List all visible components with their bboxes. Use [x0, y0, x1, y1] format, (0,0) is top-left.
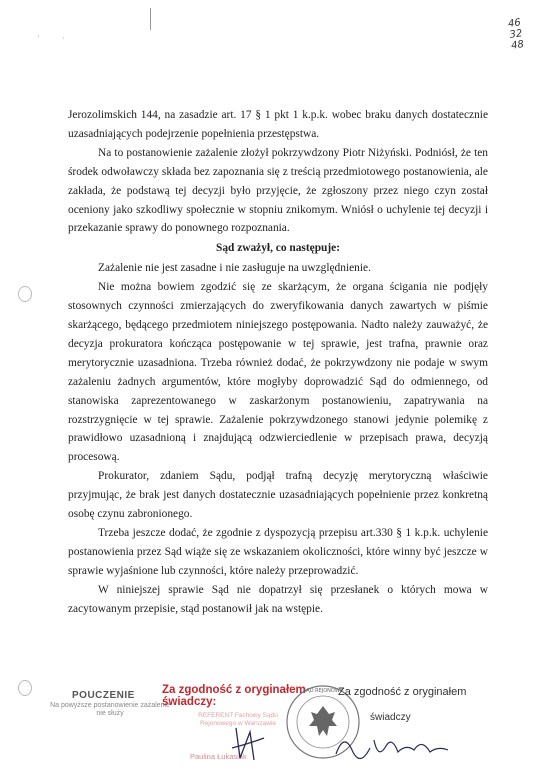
- document-footer: [0, 682, 545, 772]
- paragraph: W niniejszej sprawie Sąd nie dopatrzył się przesłanek o których mowa w zacytowanym przepisie, stąd postanowił jak na wstępie.: [68, 583, 488, 615]
- certification-stamp-black-line2: świadczy: [370, 712, 411, 723]
- certification-stamp-black: Za zgodność z oryginałem: [338, 686, 467, 698]
- paragraph: Zażalenie nie jest zasadne i nie zasługuje na uwzględnienie.: [98, 262, 371, 275]
- binder-hole-icon: [18, 286, 32, 302]
- scan-artifact: ·: [62, 34, 65, 43]
- page-number-annotations: [499, 16, 533, 53]
- page-number: 48: [510, 39, 525, 52]
- page-number: 46: [507, 17, 522, 30]
- top-margin-mark: [150, 8, 151, 30]
- handwritten-signature: [330, 726, 460, 766]
- paragraph: Jerozolimskich 144, na zasadzie art. 17 § 1 pkt 1 k.p.k. wobec braku danych dostatecznie uzasadniających podejrzenie popełnienia przestępstwa.: [68, 109, 488, 140]
- stamp-line: Za zgodność z oryginałem: [162, 684, 306, 696]
- section-heading: Sąd zważył, co następuje:: [215, 242, 341, 255]
- pouczenie-text: Na powyższe postanowienie zażalenie nie służy: [50, 702, 170, 717]
- paragraph: Prokurator, zdaniem Sądu, podjął trafną decyzję merytoryczną właściwie przyjmując, że brak jest danych dostatecznie uzasadniających popełnienie przez konkretną osobę czynu zabronionego.: [68, 470, 488, 521]
- stamp-line: świadczy:: [162, 696, 217, 708]
- document-body: [68, 106, 488, 618]
- initials-signature: [228, 718, 268, 766]
- referent-stamp: REFERENT Fachowy Sądu Rejonowego w Warszawie: [198, 712, 278, 727]
- paragraph: Na to postanowienie zażalenie złożył pokrzywdzony Piotr Niżyński. Podniósł, że ten środek odwoławczy składa bez zapoznania się z treścią przedmiotowego postanowienia, ale zakłada, że podstawą tej decyzji było przyjęcie, że zgłoszony przez niego czyn został oceniony jako szkodliwy społecznie w stopniu znikomym. Wniósł o uchylenie tej decyzji i przekazanie sprawy do ponownego rozpoznania.: [68, 146, 488, 235]
- paragraph: Nie można bowiem zgodzić się ze skarżącym, że organa ścigania nie podjęły stosownych czynności zmierzających do zweryfikowania danych zawartych w piśmie skarżącego, będącego przedmiotem niniejszego postępowania. Nadto należy zauważyć, że decyzja prokuratora kończąca postępowanie w tej sprawie, jest trafna, prawnie oraz merytorycznie uzasadniona. Trzeba również dodać, że pokrzywdzony nie podaje w swym zażaleniu żadnych argumentów, które mogłyby doprowadzić Sąd do odmiennego, od stanowiska zaprezentowanego w zaskarżonym postanowieniu, zapatrywania na rozstrzygnięcie w tej sprawie. Zażalenie pokrzywdzonego stanowi jedynie polemikę z prawidłowo uzasadnioną i znajdującą odzwierciedlenie w przepisach prawa, decyzją procesową.: [68, 281, 488, 464]
- paragraph: Trzeba jeszcze dodać, że zgodnie z dyspozycją przepisu art.330 § 1 k.p.k. uchylenie postanowienia przez Sąd wiąże się ze wskazaniem okoliczności, które winny być jeszcze w sprawie wyjaśnione lub czynności, które należy przeprowadzić.: [68, 526, 488, 577]
- svg-text:SĄD REJONOWY: SĄD REJONOWY: [303, 688, 343, 694]
- page-number: 32: [508, 28, 524, 41]
- pouczenie-title: POUCZENIE: [72, 690, 135, 701]
- scan-artifact: ': [38, 34, 40, 43]
- referent-name: Paulina Łukasiak: [190, 752, 247, 761]
